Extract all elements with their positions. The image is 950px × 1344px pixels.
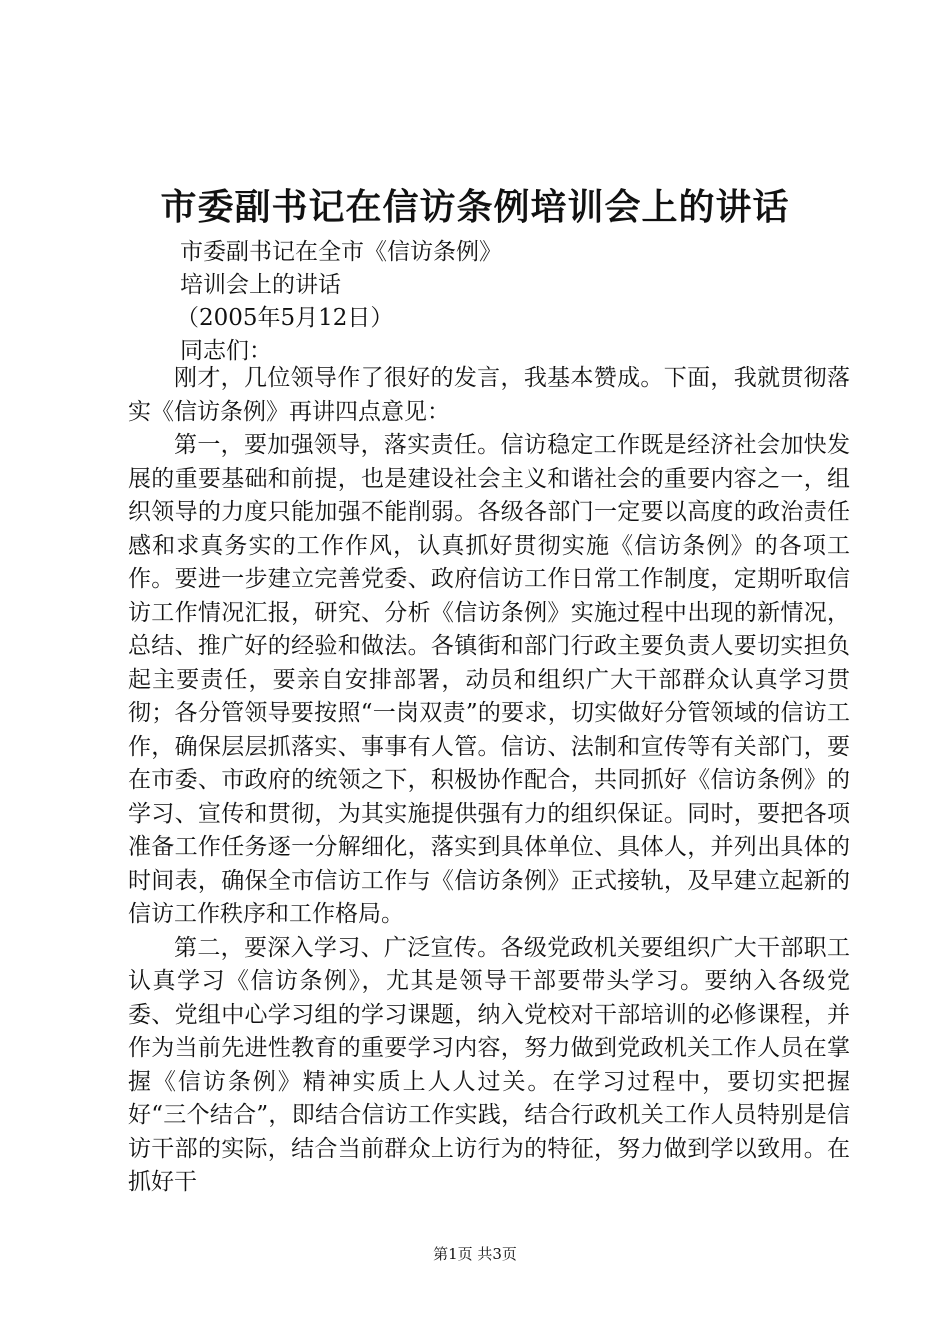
document-title: 市委副书记在信访条例培训会上的讲话: [160, 187, 790, 228]
subtitle-line-2: 培训会上的讲话: [180, 272, 341, 298]
salutation: 同志们：: [180, 338, 272, 364]
paragraph-point-two: 第二，要深入学习、广泛宣传。各级党政机关要组织广大干部职工认真学习《信访条例》，尤其是领导干部要带头学习。要纳入各级党委、党组中心学习组的学习课题，纳入党校对干部培训的必修课程，并作为当前先进性教育的重要学习内容，努力做到党政机关工作人员在掌握《信访条例》精神实质上人人过关。在学习过程中，要切实把握好“三个结合”，即结合信访工作实践，结合行政机关工作人员特别是信访干部的实际，结合当前群众上访行为的特征，努力做到学以致用。在抓好干: [128, 934, 850, 1195]
speech-date: （2005年5月12日）: [176, 305, 394, 331]
speech-body: [128, 362, 850, 1200]
paragraph-point-one: 第一，要加强领导，落实责任。信访稳定工作既是经济社会加快发展的重要基础和前提，也是建设社会主义和谐社会的重要内容之一，组织领导的力度只能加强不能削弱。各级各部门一定要以高度的政治责任感和求真务实的工作作风，认真抓好贯彻实施《信访条例》的各项工作。要进一步建立完善党委、政府信访工作日常工作制度，定期听取信访工作情况汇报，研究、分析《信访条例》实施过程中出现的新情况，总结、推广好的经验和做法。各镇街和部门行政主要负责人要切实担负起主要责任，要亲自安排部署，动员和组织广大干部群众认真学习贯彻；各分管领导要按照“一岗双责”的要求，切实做好分管领域的信访工作，确保层层抓落实、事事有人管。信访、法制和宣传等有关部门，要在市委、市政府的统领之下，积极协作配合，共同抓好《信访条例》的学习、宣传和贯彻，为其实施提供强有力的组织保证。同时，要把各项准备工作任务逐一分解细化，落实到具体单位、具体人，并列出具体的时间表，确保全市信访工作与《信访条例》正式接轨，及早建立起新的信访工作秩序和工作格局。: [128, 432, 850, 927]
subtitle-line-1: 市委副书记在全市《信访条例》: [180, 239, 502, 265]
page-indicator: 第1页 共3页: [433, 1245, 517, 1263]
paragraph-intro: 刚才，几位领导作了很好的发言，我基本赞成。下面，我就贯彻落实《信访条例》再讲四点意见：: [128, 365, 850, 425]
